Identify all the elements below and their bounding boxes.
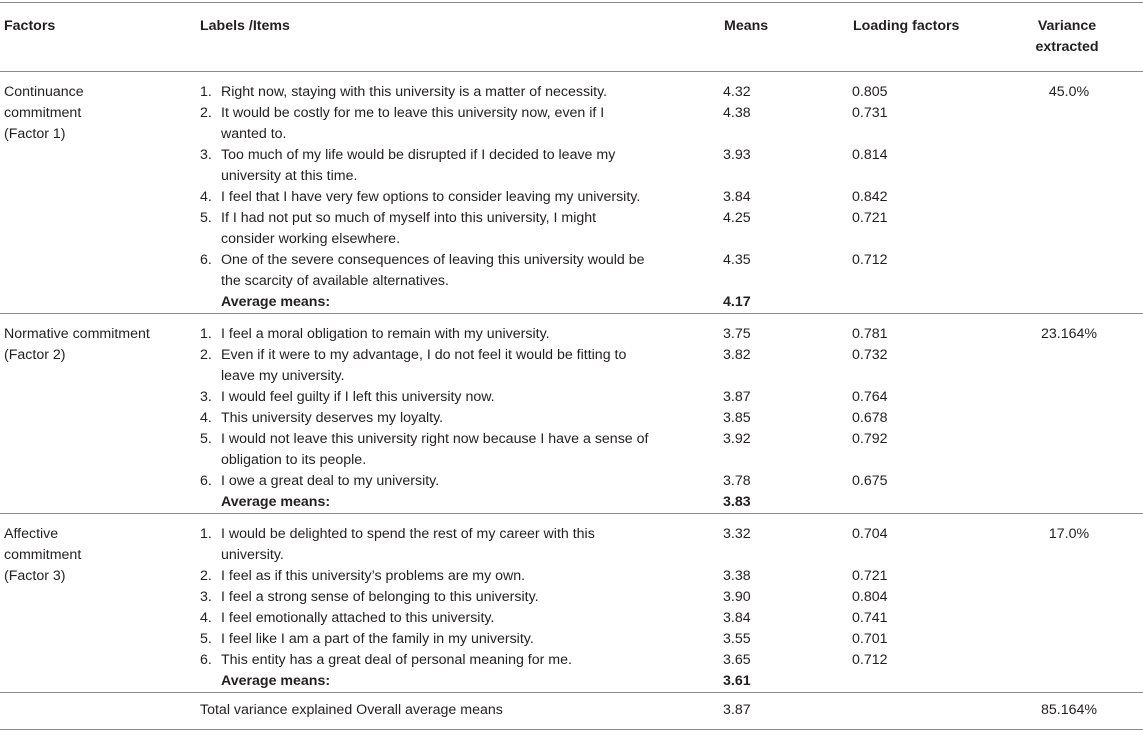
average-mean-value: 4.17 [723, 294, 751, 310]
header-variance-line1: Variance [1037, 18, 1097, 34]
item-text: I feel as if this university’s problems are my own. [221, 568, 526, 584]
mean-value: 3.32 [687, 514, 815, 567]
item-label-cell [197, 208, 687, 250]
header-loading-factors: Loading factors [815, 3, 995, 72]
mean-value: 3.38 [723, 568, 751, 584]
average-label-cell [197, 671, 687, 693]
average-label-cell [197, 292, 687, 314]
item-number: 1. [200, 526, 212, 542]
item-label-cell [197, 72, 687, 104]
item-label-cell [197, 471, 687, 492]
factor-label-line: commitment [4, 105, 82, 121]
loading-value: 0.721 [852, 210, 888, 226]
loading-value: 0.814 [852, 147, 888, 163]
empty-cell [815, 671, 995, 693]
list-item [200, 250, 687, 292]
factor-label-line: Continuance [4, 84, 84, 100]
mean-value: 4.38 [723, 105, 751, 121]
item-label-cell [197, 387, 687, 408]
item-number: 6. [200, 252, 212, 268]
list-item [200, 387, 687, 408]
loading-value: 0.732 [852, 347, 888, 363]
mean-value: 3.84 [723, 189, 751, 205]
item-label-cell [197, 566, 687, 587]
variance-extracted-value: 45.0% [1048, 84, 1090, 100]
empty-cell [815, 693, 995, 730]
factor-label-line: Affective [4, 526, 59, 542]
item-text: Even if it were to my advantage, I do not feel it would be fitting to leave my university. [221, 347, 627, 384]
item-label-cell [197, 608, 687, 629]
mean-value: 4.25 [723, 210, 751, 226]
item-number: 3. [200, 147, 212, 163]
item-label-cell [197, 314, 687, 346]
item-number: 5. [200, 210, 212, 226]
mean-value: 3.78 [723, 473, 751, 489]
factor-analysis-table [0, 2, 1143, 730]
loading-value: 0.781 [815, 314, 995, 346]
loading-value: 0.792 [852, 431, 888, 447]
item-number: 4. [200, 610, 212, 626]
loading-value: 0.731 [852, 105, 888, 121]
factor-cell [0, 72, 197, 314]
loading-value: 0.675 [852, 473, 888, 489]
list-item [200, 608, 687, 629]
item-label-cell [197, 629, 687, 650]
list-item [200, 650, 687, 671]
item-number: 2. [200, 105, 212, 121]
loading-value: 0.704 [815, 514, 995, 567]
empty-cell [0, 693, 197, 730]
item-text: I would be delighted to spend the rest of my career with this university. [221, 526, 595, 563]
mean-value: 4.35 [723, 252, 751, 268]
list-item [200, 524, 687, 566]
item-label-cell [197, 250, 687, 292]
item-label-cell [197, 187, 687, 208]
list-item [200, 103, 687, 145]
item-label-cell [197, 408, 687, 429]
loading-value: 0.712 [852, 252, 888, 268]
item-text: If I had not put so much of myself into this university, I might consider working elsewhere. [221, 210, 597, 247]
mean-value: 3.55 [723, 631, 751, 647]
factor-label-line: (Factor 1) [4, 126, 66, 142]
loading-value: 0.842 [852, 189, 888, 205]
mean-value: 3.84 [723, 610, 751, 626]
empty-cell [815, 492, 995, 514]
factor-label-line: commitment [4, 547, 82, 563]
list-item [200, 471, 687, 492]
item-text: Right now, staying with this university is a matter of necessity. [221, 84, 608, 100]
list-item [200, 587, 687, 608]
item-label-cell [197, 345, 687, 387]
factor-cell [0, 314, 197, 514]
item-number: 5. [200, 631, 212, 647]
total-row [0, 693, 1143, 730]
mean-value: 3.85 [723, 410, 751, 426]
factor-label-line: (Factor 3) [4, 568, 66, 584]
average-label: Average means: [221, 494, 331, 510]
list-item [200, 145, 687, 187]
item-number: 6. [200, 652, 212, 668]
item-text: One of the severe consequences of leaving this university would be the scarcity of available alternatives. [221, 252, 645, 289]
header-labels: Labels /Items [197, 3, 687, 72]
item-label-cell [197, 587, 687, 608]
list-item [200, 208, 687, 250]
item-label-cell [197, 145, 687, 187]
variance-extracted-value: 23.164% [995, 314, 1143, 514]
item-text: I owe a great deal to my university. [221, 473, 440, 489]
mean-value: 4.32 [723, 84, 751, 100]
header-variance-extracted [995, 3, 1143, 72]
item-text: I feel like I am a part of the family in my university. [221, 631, 534, 647]
item-number: 4. [200, 410, 212, 426]
item-label-cell [197, 514, 687, 567]
loading-value: 0.741 [852, 610, 888, 626]
mean-value: 3.75 [687, 314, 815, 346]
table-row [0, 314, 1143, 346]
item-number: 1. [200, 84, 212, 100]
item-text: This entity has a great deal of personal meaning for me. [221, 652, 572, 668]
item-text: I feel a strong sense of belonging to this university. [221, 589, 539, 605]
list-item [200, 187, 687, 208]
loading-value: 0.764 [852, 389, 888, 405]
loading-value: 0.805 [852, 84, 888, 100]
item-text: I would feel guilty if I left this university now. [221, 389, 495, 405]
item-text: I feel emotionally attached to this university. [221, 610, 495, 626]
table-row [0, 514, 1143, 567]
item-text: I would not leave this university right now because I have a sense of obligation to its people. [221, 431, 649, 468]
mean-value: 3.93 [723, 147, 751, 163]
item-number: 2. [200, 568, 212, 584]
item-number: 2. [200, 347, 212, 363]
list-item [200, 629, 687, 650]
mean-value: 3.87 [723, 389, 751, 405]
header-means: Means [687, 3, 815, 72]
mean-value: 3.92 [723, 431, 751, 447]
item-number: 6. [200, 473, 212, 489]
loading-value: 0.721 [852, 568, 888, 584]
header-variance-line2: extracted [1035, 39, 1099, 55]
item-label-cell [197, 103, 687, 145]
header-factors: Factors [0, 3, 197, 72]
list-item [200, 429, 687, 471]
table-row [0, 72, 1143, 104]
variance-extracted-value: 17.0% [995, 514, 1143, 693]
factor-label-line: Normative commitment [4, 326, 150, 342]
loading-value: 0.712 [852, 652, 888, 668]
loading-value: 0.678 [852, 410, 888, 426]
item-label-cell [197, 429, 687, 471]
list-item [200, 82, 687, 103]
mean-value: 3.82 [723, 347, 751, 363]
mean-value: 3.90 [723, 589, 751, 605]
table-body [0, 72, 1143, 730]
list-item [200, 345, 687, 387]
item-number: 4. [200, 189, 212, 205]
total-label: Total variance explained Overall average means [197, 693, 687, 730]
total-variance-explained: 85.164% [995, 693, 1143, 730]
item-text: I feel that I have very few options to consider leaving my university. [221, 189, 641, 205]
factor-label-line: (Factor 2) [4, 347, 66, 363]
average-label: Average means: [221, 673, 331, 689]
empty-cell [815, 292, 995, 314]
average-label-cell [197, 492, 687, 514]
item-number: 1. [200, 326, 212, 342]
list-item [200, 566, 687, 587]
overall-average-mean: 3.87 [687, 693, 815, 730]
item-number: 5. [200, 431, 212, 447]
factor-cell [0, 514, 197, 693]
list-item [200, 324, 687, 345]
loading-value: 0.804 [852, 589, 888, 605]
average-mean-value: 3.83 [723, 494, 751, 510]
average-label: Average means: [221, 294, 331, 310]
header-row [0, 3, 1143, 72]
item-text: Too much of my life would be disrupted if I decided to leave my university at this time. [221, 147, 616, 184]
item-text: I feel a moral obligation to remain with my university. [221, 326, 550, 342]
item-text: It would be costly for me to leave this university now, even if I wanted to. [221, 105, 605, 142]
item-number: 3. [200, 589, 212, 605]
loading-value: 0.701 [852, 631, 888, 647]
mean-value: 3.65 [723, 652, 751, 668]
list-item [200, 408, 687, 429]
average-mean-value: 3.61 [723, 673, 751, 689]
item-number: 3. [200, 389, 212, 405]
item-text: This university deserves my loyalty. [221, 410, 444, 426]
item-label-cell [197, 650, 687, 671]
